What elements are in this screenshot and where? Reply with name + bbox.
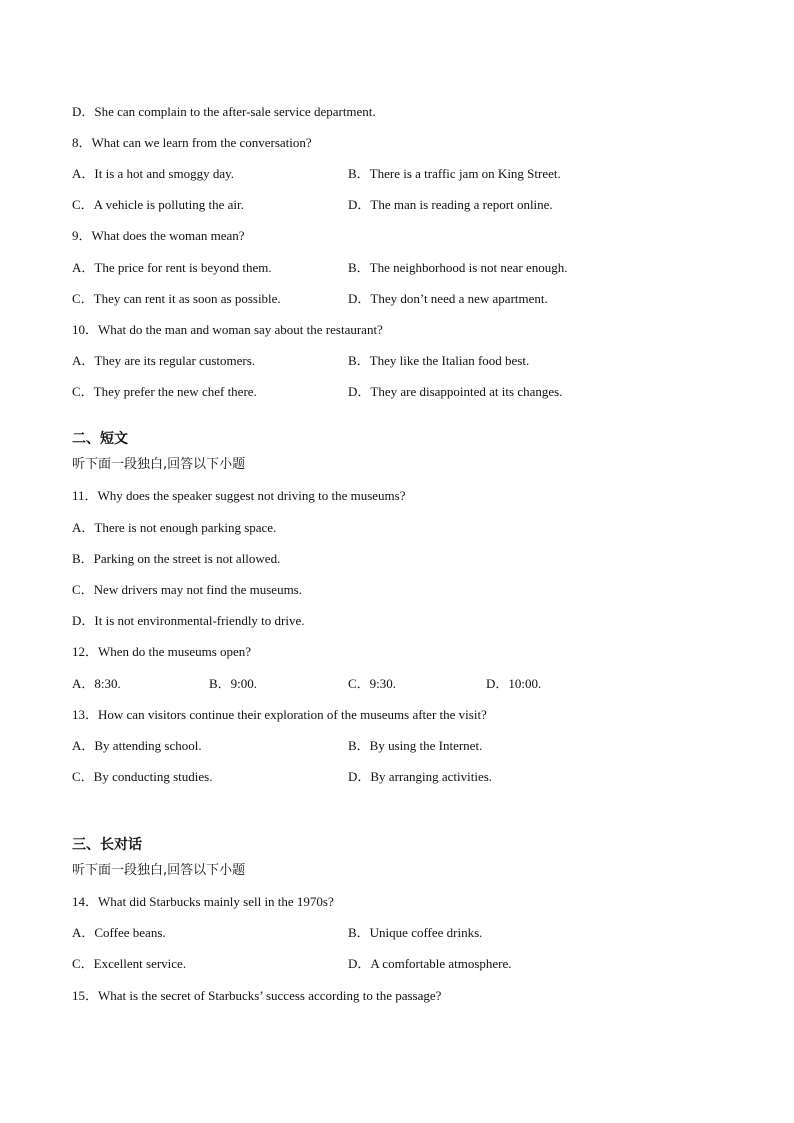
q14-option-c: C．Excellent service. [72,956,187,971]
q12-option-b: B．9:00. [209,676,258,691]
q9-option-d: D．They don’t need a new apartment. [348,291,548,306]
q12-option-d: D．10:00. [486,676,542,691]
q8-option-a: A．It is a hot and smoggy day. [72,166,234,181]
q11-question: 11．Why does the speaker suggest not driving to the museums? [72,488,406,503]
q8-option-d: D．The man is reading a report online. [348,197,553,212]
section2-instruction: 听下面一段独白,回答以下小题 [72,457,246,472]
q14-option-b: B．Unique coffee drinks. [348,925,483,940]
q8-option-b: B．There is a traffic jam on King Street. [348,166,561,181]
q13-option-d: D．By arranging activities. [348,769,493,784]
q14-option-a: A．Coffee beans. [72,925,166,940]
q12-option-c: C．9:30. [348,676,397,691]
q11-option-c: C．New drivers may not find the museums. [72,582,302,597]
q10-option-a: A．They are its regular customers. [72,353,256,368]
q13-option-b: B．By using the Internet. [348,738,483,753]
q10-option-b: B．They like the Italian food best. [348,353,530,368]
q11-option-b: B．Parking on the street is not allowed. [72,551,281,566]
q10-question: 10．What do the man and woman say about the restaurant? [72,322,383,337]
q8-option-c: C．A vehicle is polluting the air. [72,197,244,212]
q9-option-b: B．The neighborhood is not near enough. [348,260,568,275]
q14-option-d: D．A comfortable atmosphere. [348,956,512,971]
q12-option-a: A．8:30. [72,676,121,691]
q10-option-c: C．They prefer the new chef there. [72,384,257,399]
q13-option-c: C．By conducting studies. [72,769,213,784]
q9-option-c: C．They can rent it as soon as possible. [72,291,281,306]
q15-question: 15．What is the secret of Starbucks’ success according to the passage? [72,988,442,1003]
section3-heading: 三、长对话 [72,837,142,853]
q13-option-a: A．By attending school. [72,738,202,753]
q8-question: 8．What can we learn from the conversation? [72,135,312,150]
q12-question: 12．When do the museums open? [72,644,252,659]
q11-option-a: A．There is not enough parking space. [72,520,277,535]
q11-option-d: D．It is not environmental-friendly to drive. [72,613,305,628]
q10-option-d: D．They are disappointed at its changes. [348,384,563,399]
q9-option-a: A．The price for rent is beyond them. [72,260,272,275]
q13-question: 13．How can visitors continue their exploration of the museums after the visit? [72,707,487,722]
section3-instruction: 听下面一段独白,回答以下小题 [72,863,246,878]
q7-option-d: D．She can complain to the after-sale service department. [72,104,376,119]
section2-heading: 二、短文 [72,431,128,447]
q9-question: 9．What does the woman mean? [72,228,245,243]
q14-question: 14．What did Starbucks mainly sell in the 1970s? [72,894,334,909]
